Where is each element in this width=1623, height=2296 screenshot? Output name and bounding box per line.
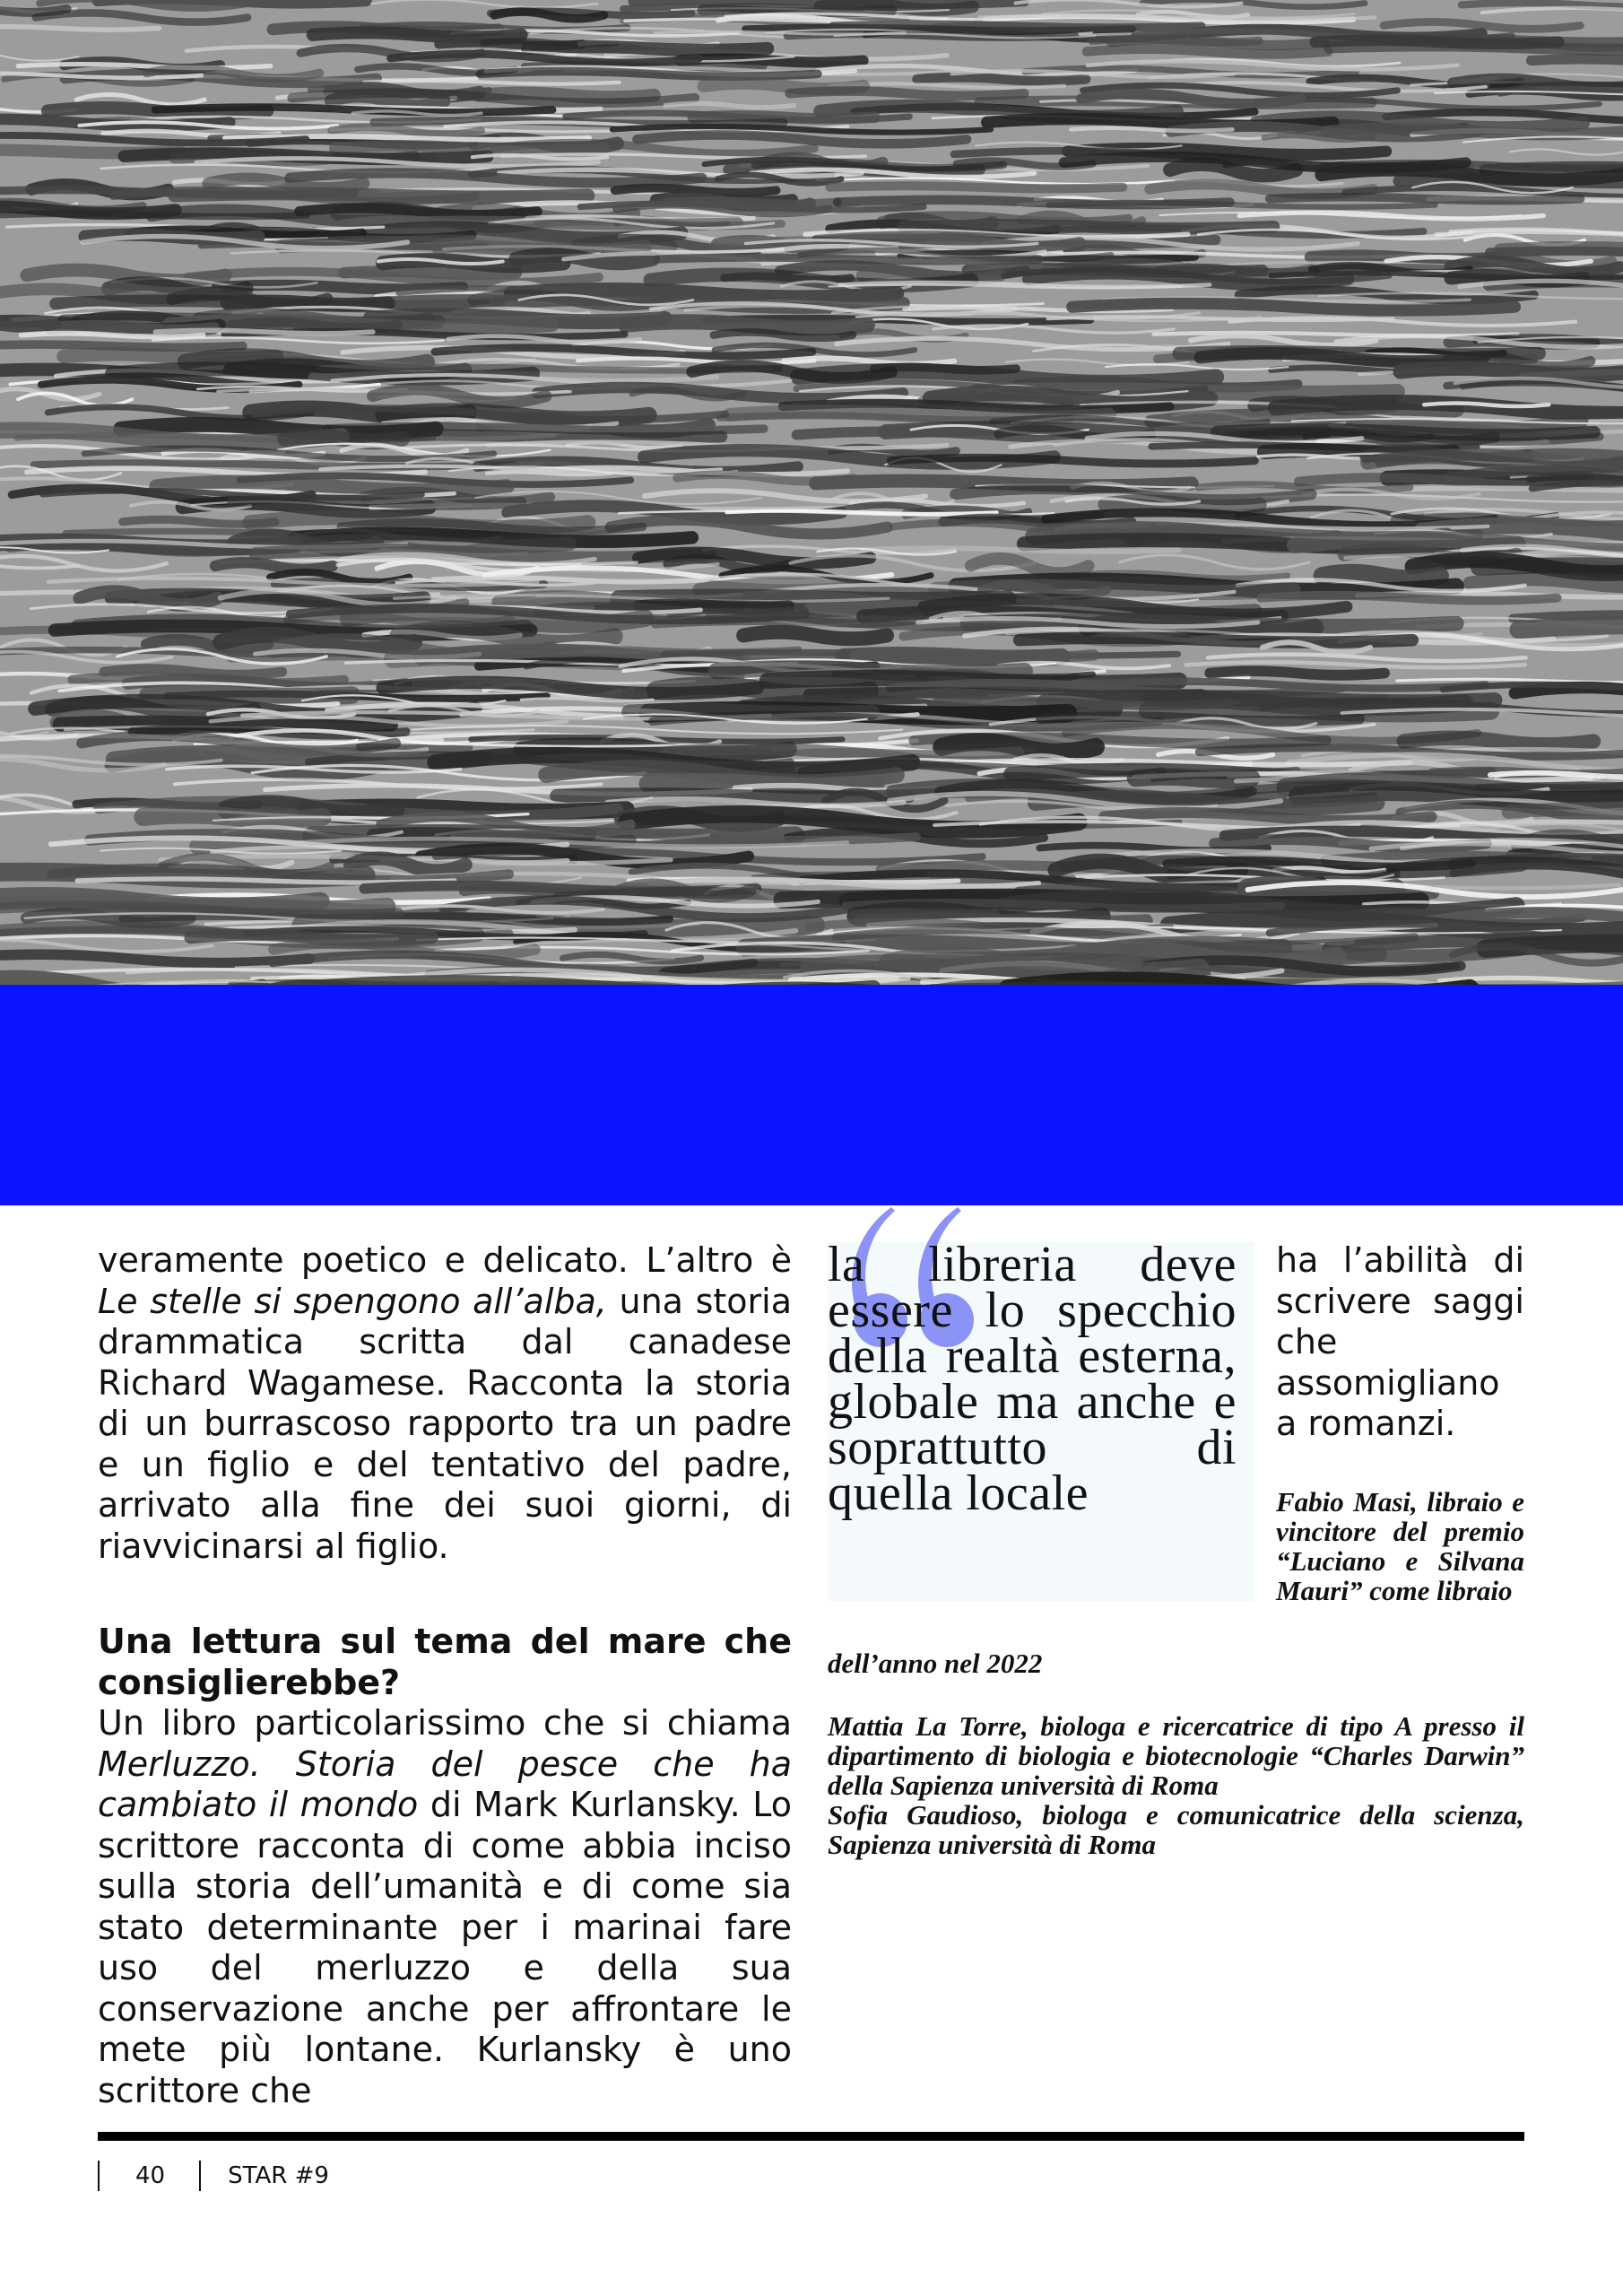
quote-attribution: Fabio Masi, libraio e vincitore del premio “Luciano e Silvana Mauri” come libraio [1276, 1486, 1524, 1606]
body-text: di Mark Kurlansky. Lo scrittore racconta di come abbia inciso sulla storia dell’umanità e di come sia stato determinante per i marinai fare uso del merluzzo e della sua conservazione anche per affrontare le mete più lontane. Kurlansky è uno scrittore che [98, 1785, 792, 2110]
footer-divider [199, 2161, 201, 2191]
article-left-column [98, 1240, 792, 2111]
article-right-column: ha l’abilità di scrivere saggi che assomigliano a romanzi. [1276, 1240, 1524, 1443]
author-1: Mattia La Torre, biologa e ricercatrice di tipo A presso il dipartimento di biologia e biotecnologie “Charles Darwin” della Sapienza università di Roma [828, 1710, 1524, 1801]
sea-waves-image [0, 0, 1623, 985]
magazine-issue: STAR #9 [228, 2162, 329, 2189]
page-number: 40 [135, 2162, 166, 2189]
interview-question: Una lettura sul tema del mare che consiglierebbe? [98, 1622, 792, 1702]
paragraph-kurlansky [98, 1703, 792, 2111]
body-text: veramente poetico e delicato. L’altro è [98, 1240, 792, 1280]
article-authors [828, 1711, 1524, 1859]
footer-divider [98, 2161, 100, 2191]
blue-color-band [0, 985, 1623, 1205]
quote-attribution-continued: dell’anno nel 2022 [828, 1648, 1043, 1679]
footer-rule [98, 2132, 1524, 2141]
author-2: Sofia Gaudioso, biologa e comunicatrice della scienza, Sapienza università di Roma [828, 1799, 1524, 1860]
paragraph-wagamese [98, 1240, 792, 1567]
body-text: una storia drammatica scritta dal canadese Richard Wagamese. Racconta la storia di un burrascoso rapporto tra un padre e un figlio e del tentativo del padre, arrivato alla fine dei suoi giorni, di riavvicinarsi al figlio. [98, 1281, 792, 1566]
body-text: Un libro particolarissimo che si chiama [98, 1703, 792, 1743]
book-title: Le stelle si spengono all’alba, [98, 1281, 607, 1321]
page-footer [98, 2158, 329, 2194]
sea-photo [0, 0, 1623, 985]
pull-quote-text: la libreria deve essere lo specchio della realtà esterna, globale ma anche e soprattutto di quella locale [828, 1237, 1237, 1521]
book-title: Merluzzo. Storia del pesce che ha cambiato il mondo [98, 1744, 792, 1824]
